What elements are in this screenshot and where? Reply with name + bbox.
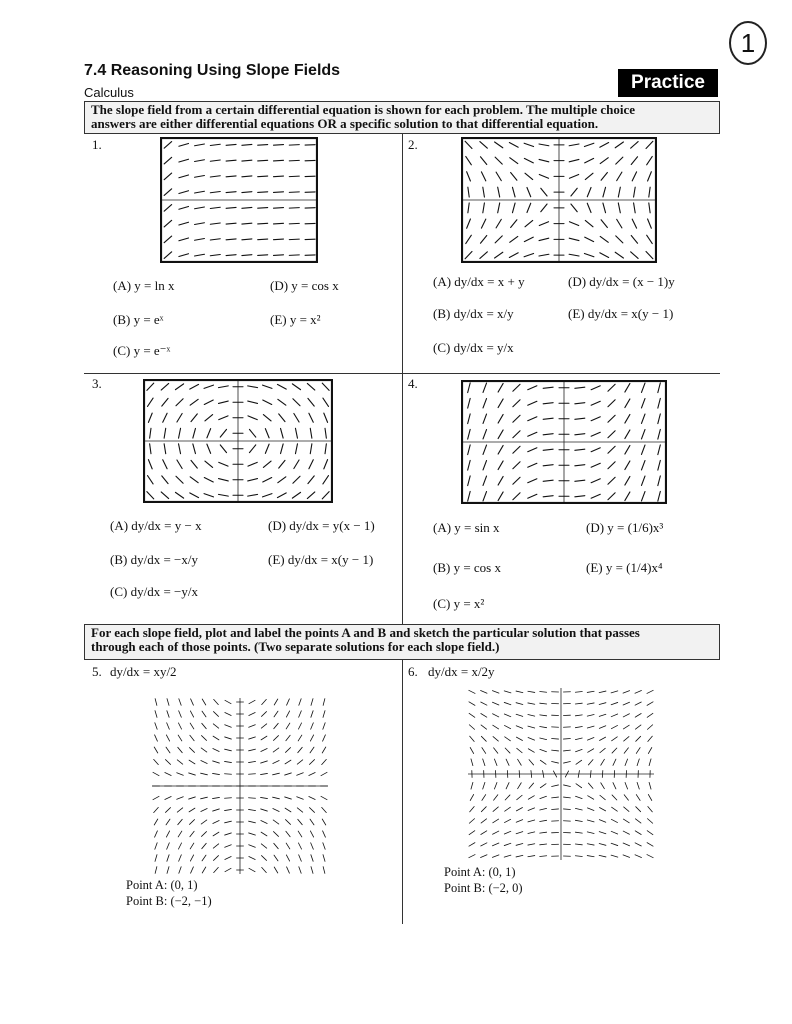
problem-1-choice-e: (E) y = x² xyxy=(270,312,321,327)
problem-6-point-a: Point A: (0, 1) xyxy=(444,865,516,879)
problem-2-choice-d: (D) dy/dx = (x − 1)y xyxy=(568,274,675,289)
problem-3-number: 3. xyxy=(92,376,102,391)
problem-4-number: 4. xyxy=(408,376,418,391)
problem-2-choice-a: (A) dy/dx = x + y xyxy=(433,274,525,289)
problem-6-point-b: Point B: (−2, 0) xyxy=(444,881,523,895)
practice-badge: Practice xyxy=(618,69,718,97)
section-2-banner xyxy=(84,624,720,660)
problem-6-equation: dy/dx = x/2y xyxy=(428,664,495,679)
problem-5-equation: dy/dx = xy/2 xyxy=(110,664,177,679)
problem-1-number: 1. xyxy=(92,137,102,152)
page-number: 1 xyxy=(740,28,756,58)
problem-3-choice-a: (A) dy/dx = y − x xyxy=(110,518,202,533)
problem-5-point-a: Point A: (0, 1) xyxy=(126,878,198,892)
problem-3-slope-field xyxy=(143,379,333,503)
problem-4-choice-d: (D) y = (1/6)x³ xyxy=(586,520,664,535)
problem-3-choice-e: (E) dy/dx = x(y − 1) xyxy=(268,552,374,567)
problem-1-choice-d: (D) y = cos x xyxy=(270,278,339,293)
problem-2-number: 2. xyxy=(408,137,418,152)
instructions-line-2: answers are either differential equations OR a specific solution to that differential equation. xyxy=(91,116,599,131)
problem-5-slope-field xyxy=(150,696,330,876)
course-name: Calculus xyxy=(84,85,134,100)
grid-divider-vertical-top xyxy=(402,134,403,624)
problem-1-choice-c: (C) y = e⁻ˣ xyxy=(113,343,171,358)
problem-4-choice-e: (E) y = (1/4)x⁴ xyxy=(586,560,663,575)
problem-2-choice-b: (B) dy/dx = x/y xyxy=(433,306,514,321)
problem-4-choice-c: (C) y = x² xyxy=(433,596,485,611)
grid-divider-horizontal xyxy=(84,373,720,374)
problem-1-choice-b: (B) y = eˣ xyxy=(113,312,164,327)
section-2-line-1: For each slope field, plot and label the points A and B and sketch the particular solution that passes xyxy=(91,625,640,640)
problem-2-choice-c: (C) dy/dx = y/x xyxy=(433,340,514,355)
problem-4-choice-a: (A) y = sin x xyxy=(433,520,500,535)
problem-3-choice-d: (D) dy/dx = y(x − 1) xyxy=(268,518,375,533)
problem-2-slope-field xyxy=(461,137,657,263)
problem-5-number: 5. xyxy=(92,664,102,679)
problem-1-choice-a: (A) y = ln x xyxy=(113,278,175,293)
worksheet-title: 7.4 Reasoning Using Slope Fields xyxy=(84,62,341,79)
problem-4-slope-field xyxy=(461,380,667,504)
page-number-circle xyxy=(729,21,767,65)
problem-6-number: 6. xyxy=(408,664,418,679)
problem-2-choice-e: (E) dy/dx = x(y − 1) xyxy=(568,306,674,321)
problem-6-slope-field xyxy=(466,686,656,862)
grid-divider-vertical-bottom xyxy=(402,660,403,924)
instructions-line-1: The slope field from a certain differential equation is shown for each problem. The multiple choice xyxy=(91,102,636,117)
problem-3-choice-c: (C) dy/dx = −y/x xyxy=(110,584,198,599)
instructions-banner xyxy=(84,101,720,134)
problem-3-choice-b: (B) dy/dx = −x/y xyxy=(110,552,198,567)
problem-4-choice-b: (B) y = cos x xyxy=(433,560,501,575)
problem-5-point-b: Point B: (−2, −1) xyxy=(126,894,212,908)
section-2-line-2: through each of those points. (Two separate solutions for each slope field.) xyxy=(91,639,500,654)
problem-1-slope-field xyxy=(160,137,318,263)
